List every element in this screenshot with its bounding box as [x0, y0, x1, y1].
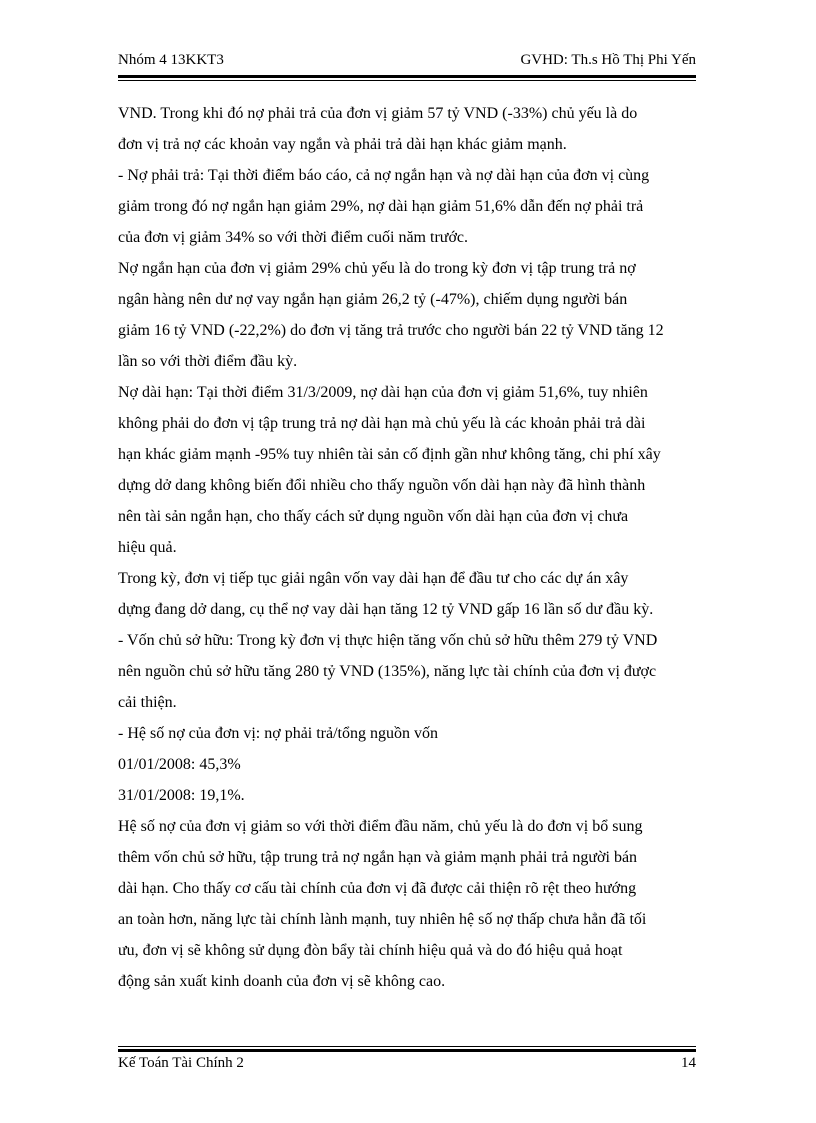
text-line: 31/01/2008: 19,1%.: [118, 787, 245, 804]
text-line: ngân hàng nên dư nợ vay ngắn hạn giảm 26,2 tỷ (-47%), chiếm dụng người bán: [118, 291, 628, 308]
text-line: ưu, đơn vị sẽ không sử dụng đòn bẩy tài chính hiệu quả và do đó hiệu quả hoạt: [118, 942, 623, 959]
text-line: không phải do đơn vị tập trung trả nợ dài hạn mà chủ yếu là các khoản phải trả dài: [118, 415, 646, 432]
text-line: Trong kỳ, đơn vị tiếp tục giải ngân vốn vay dài hạn để đầu tư cho các dự án xây: [118, 570, 629, 587]
text-line: dài hạn. Cho thấy cơ cấu tài chính của đơn vị đã được cải thiện rõ rệt theo hướng: [118, 880, 637, 897]
footer-course-title: Kế Toán Tài Chính 2: [118, 1055, 244, 1071]
text-line: dựng dở dang không biến đổi nhiều cho thấy nguồn vốn dài hạn này đã hình thành: [118, 477, 646, 494]
text-line: nên tài sản ngắn hạn, cho thấy cách sử dụng nguồn vốn dài hạn của đơn vị chưa: [118, 508, 629, 525]
footer-rule-thin: [118, 1046, 696, 1047]
text-line: hạn khác giảm mạnh -95% tuy nhiên tài sản cố định gần như không tăng, chi phí xây: [118, 446, 661, 463]
text-line: giảm 16 tỷ VND (-22,2%) do đơn vị tăng trả trước cho người bán 22 tỷ VND tăng 12: [118, 322, 664, 339]
text-line: đơn vị trả nợ các khoản vay ngắn và phải trả dài hạn khác giảm mạnh.: [118, 136, 567, 153]
text-line: giảm trong đó nợ ngắn hạn giảm 29%, nợ dài hạn giảm 51,6% dẫn đến nợ phải trả: [118, 198, 644, 215]
text-line: - Hệ số nợ của đơn vị: nợ phải trả/tổng nguồn vốn: [118, 725, 438, 742]
text-line: dựng đang dở dang, cụ thể nợ vay dài hạn tăng 12 tỷ VND gấp 16 lần số dư đầu kỳ.: [118, 601, 654, 618]
text-line: của đơn vị giảm 34% so với thời điểm cuối năm trước.: [118, 229, 469, 246]
text-line: hiệu quả.: [118, 539, 177, 556]
text-line: an toàn hơn, năng lực tài chính lành mạnh, tuy nhiên hệ số nợ thấp chưa hẳn đã tối: [118, 911, 647, 928]
header-group-name: Nhóm 4 13KKT3: [118, 52, 224, 68]
text-line: cải thiện.: [118, 694, 177, 711]
page-number: 14: [681, 1055, 696, 1071]
header-instructor: GVHD: Th.s Hồ Thị Phi Yến: [520, 52, 696, 68]
body-text: [118, 98, 728, 997]
text-line: thêm vốn chủ sở hữu, tập trung trả nợ ngắn hạn và giảm mạnh phải trả người bán: [118, 849, 638, 866]
header-rule-thick: [118, 75, 696, 78]
text-line: lần so với thời điểm đầu kỳ.: [118, 353, 298, 370]
header-rule-thin: [118, 80, 696, 81]
text-line: Nợ dài hạn: Tại thời điểm 31/3/2009, nợ dài hạn của đơn vị giảm 51,6%, tuy nhiên: [118, 384, 648, 401]
text-line: - Vốn chủ sở hữu: Trong kỳ đơn vị thực hiện tăng vốn chủ sở hữu thêm 279 tỷ VND: [118, 632, 658, 649]
text-line: - Nợ phải trả: Tại thời điểm báo cáo, cả nợ ngắn hạn và nợ dài hạn của đơn vị cùng: [118, 167, 650, 184]
text-line: động sản xuất kinh doanh của đơn vị sẽ không cao.: [118, 973, 446, 990]
footer-rule-thick: [118, 1049, 696, 1052]
text-line: Nợ ngắn hạn của đơn vị giảm 29% chủ yếu là do trong kỳ đơn vị tập trung trả nợ: [118, 260, 636, 277]
text-line: 01/01/2008: 45,3%: [118, 756, 241, 773]
text-line: nên nguồn chủ sở hữu tăng 280 tỷ VND (135%), năng lực tài chính của đơn vị được: [118, 663, 657, 680]
text-line: VND. Trong khi đó nợ phải trả của đơn vị giảm 57 tỷ VND (-33%) chủ yếu là do: [118, 105, 638, 122]
text-line: Hệ số nợ của đơn vị giảm so với thời điểm đầu năm, chủ yếu là do đơn vị bổ sung: [118, 818, 643, 835]
